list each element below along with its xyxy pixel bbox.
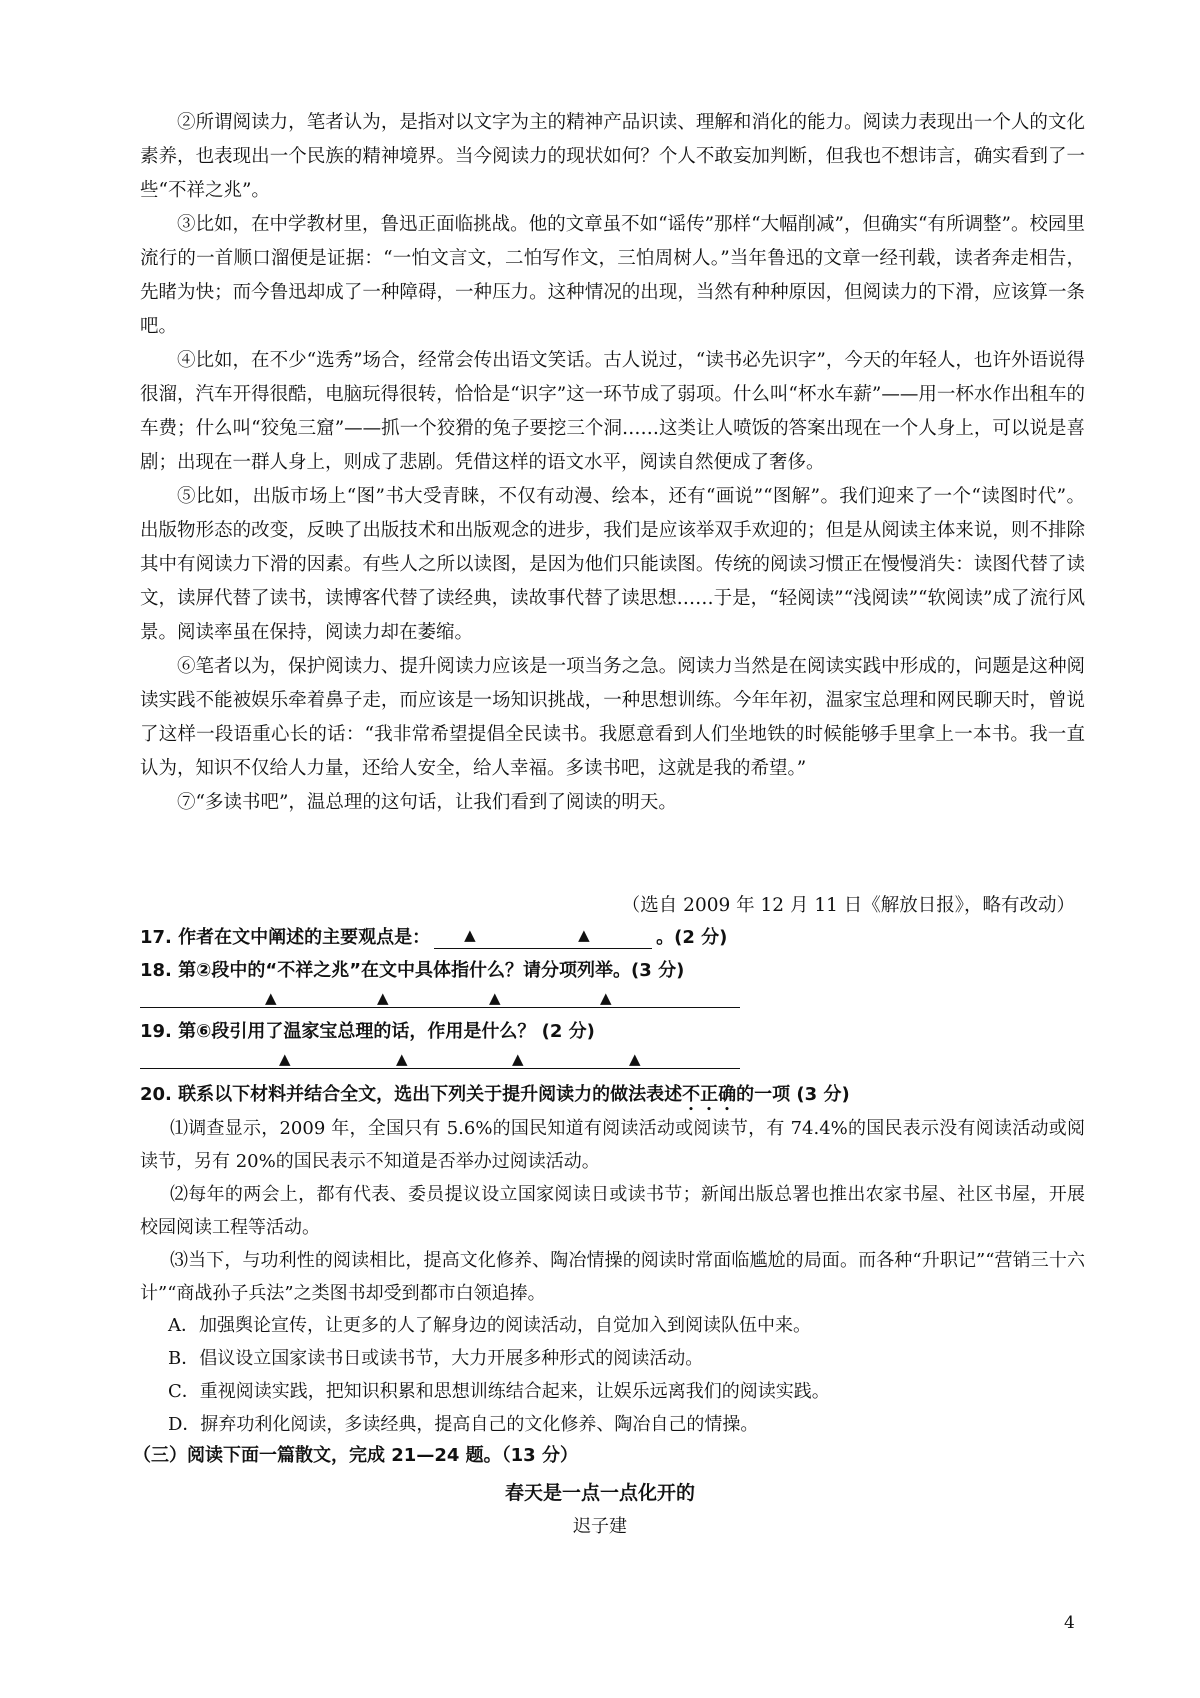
option-b[interactable]: B．倡议设立国家读书日或读书节，大力开展多种形式的阅读活动。 [168,1348,704,1369]
section-3-heading: （三）阅读下面一篇散文，完成 21—24 题。（13 分） [133,1445,578,1466]
material-1: ⑴调查显示，2009 年，全国只有 5.6%的国民知道有阅读活动或阅读节，有 74.4%的国民表示没有阅读活动或阅读节，另有 20%的国民表示不知道是否举办过阅读活动。 [140,1118,1085,1172]
question-20-emphasis: 不正确 [682,1084,737,1105]
passage-body [140,106,1085,820]
question-19: 19. 第⑥段引用了温家宝总理的话，作用是什么？ (2 分) [140,1021,595,1042]
page-number: 4 [1064,1613,1075,1633]
essay-title: 春天是一点一点化开的 [504,1482,695,1504]
paragraph-3: ③比如，在中学教材里，鲁迅正面临挑战。他的文章虽不如“谣传”那样“大幅削减”，但确实“有所调整”。校园里流行的一首顺口溜便是证据：“一怕文言文，二怕写作文，三怕周树人。”当年鲁迅的文章一经刊载，读者奔走相告，先睹为快；而今鲁迅却成了一种障碍，一种压力。这种情况的出现，当然有种种原因，但阅读力的下滑，应该算一条吧。 [140,214,1085,337]
question-19-answer-line[interactable] [140,1066,740,1069]
paragraph-5: ⑤比如，出版市场上“图”书大受青睐，不仅有动漫、绘本，还有“画说”“图解”。我们迎来了一个“读图时代”。出版物形态的改变，反映了出版技术和出版观念的进步，我们是应该举双手欢迎的；但是从阅读主体来说，则不排除其中有阅读力下滑的因素。有些人之所以读图，是因为他们只能读图。传统的阅读习惯正在慢慢消失：读图代替了读文，读屏代替了读书，读博客代替了读经典，读故事代替了读思想……于是，“轻阅读”“浅阅读”“软阅读”成了流行风景。阅读率虽在保持，阅读力却在萎缩。 [140,486,1085,643]
paragraph-2: ②所谓阅读力，笔者认为，是指对以文字为主的精神产品识读、理解和消化的能力。阅读力表现出一个人的文化素养，也表现出一个民族的精神境界。当今阅读力的现状如何？个人不敢妄加判断，但我也不想讳言，确实看到了一些“不祥之兆”。 [140,112,1085,201]
question-17 [140,923,727,949]
triangle-icon: ▲ [265,989,277,1007]
paragraph-7: ⑦“多读书吧”，温总理的这句话，让我们看到了阅读的明天。 [177,792,677,813]
material-2: ⑵每年的两会上，都有代表、委员提议设立国家阅读日或读书节；新闻出版总署也推出农家书屋、社区书屋，开展校园阅读工程等活动。 [140,1184,1085,1238]
question-20 [140,1080,850,1115]
triangle-icon: ▲ [377,989,389,1007]
triangle-icon: ▲ [489,989,501,1007]
question-20-materials [140,1112,1085,1310]
triangle-icon: ▲ [396,1050,408,1068]
paragraph-6: ⑥笔者以为，保护阅读力、提升阅读力应该是一项当务之急。阅读力当然是在阅读实践中形成的，问题是这种阅读实践不能被娱乐牵着鼻子走，而应该是一场知识挑战，一种思想训练。今年年初，温家宝总理和网民聊天时，曾说了这样一段语重心长的话：“我非常希望提倡全民读书。我愿意看到人们坐地铁的时候能够手里拿上一本书。我一直认为，知识不仅给人力量，还给人安全，给人幸福。多读书吧，这就是我的希望。” [140,656,1085,779]
question-17-answer-blank[interactable] [434,928,652,949]
triangle-icon: ▲ [578,926,590,944]
question-20-text: 20. 联系以下材料并结合全文，选出下列关于提升阅读力的做法表述 [140,1084,683,1105]
option-d[interactable]: D．摒弃功利化阅读，多读经典，提高自己的文化修养、陶冶自己的情操。 [168,1414,759,1435]
essay-author: 迟子建 [573,1516,627,1537]
triangle-icon: ▲ [629,1050,641,1068]
option-c[interactable]: C．重视阅读实践，把知识积累和思想训练结合起来，让娱乐远离我们的阅读实践。 [168,1381,830,1402]
question-20-tail: 的一项 (3 分) [736,1084,850,1105]
triangle-icon: ▲ [600,989,612,1007]
question-18-answer-line[interactable] [140,1005,740,1008]
triangle-icon: ▲ [279,1050,291,1068]
passage-source: （选自 2009 年 12 月 11 日《解放日报》，略有改动） [621,895,1075,916]
question-17-text: 17. 作者在文中阐述的主要观点是： [140,927,431,948]
material-3: ⑶当下，与功利性的阅读相比，提高文化修养、陶冶情操的阅读时常面临尴尬的局面。而各种“升职记”“营销三十六计”“商战孙子兵法”之类图书却受到都市白领追捧。 [140,1250,1085,1304]
triangle-icon: ▲ [464,926,476,944]
question-18: 18. 第②段中的“不祥之兆”在文中具体指什么？请分项列举。(3 分) [140,960,685,981]
paragraph-4: ④比如，在不少“选秀”场合，经常会传出语文笑话。古人说过，“读书必先识字”，今天的年轻人，也许外语说得很溜，汽车开得很酷，电脑玩得很转，恰恰是“识字”这一环节成了弱项。什么叫“杯水车薪”——用一杯水作出租车的车费；什么叫“狡兔三窟”——抓一个狡猾的兔子要挖三个洞……这类让人喷饭的答案出现在一个人身上，可以说是喜剧；出现在一群人身上，则成了悲剧。凭借这样的语文水平，阅读自然便成了奢侈。 [140,350,1085,473]
triangle-icon: ▲ [512,1050,524,1068]
question-20-options [168,1309,830,1441]
question-17-score: 。(2 分) [656,927,728,948]
option-a[interactable]: A．加强舆论宣传，让更多的人了解身边的阅读活动，自觉加入到阅读队伍中来。 [168,1315,811,1336]
